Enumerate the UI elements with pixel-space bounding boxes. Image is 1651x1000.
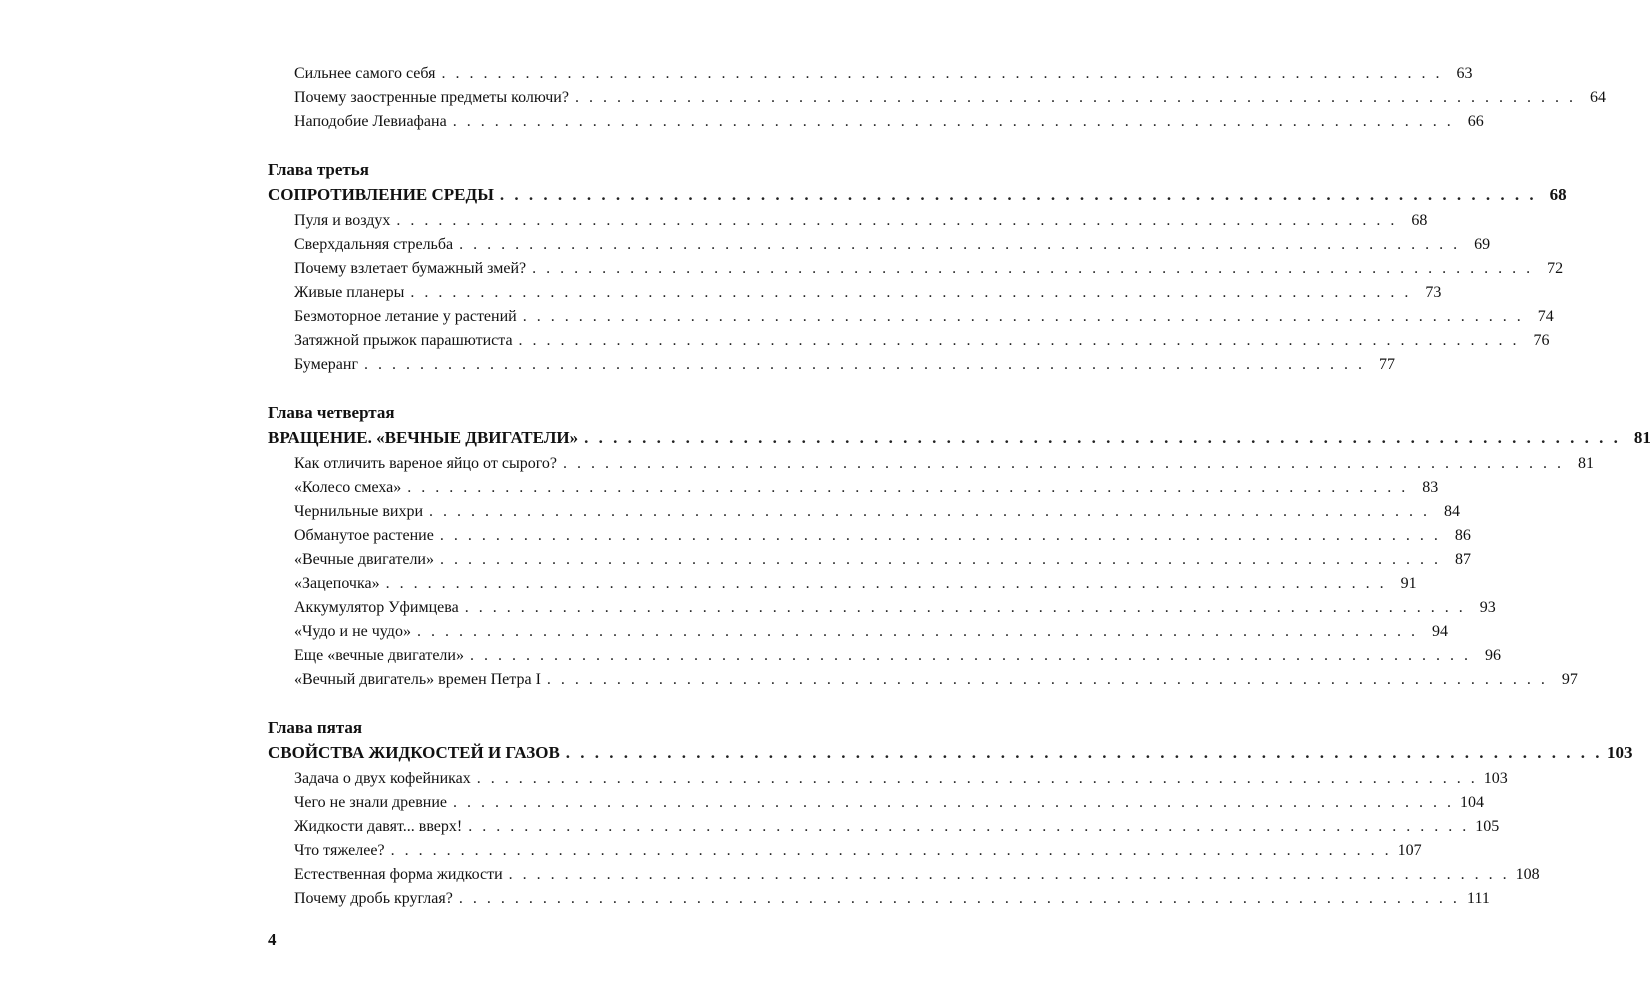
dot-leader: . . . . . . . . . . . . . . . . . . . . . . . . . . . . . . . . . . . . . . . . . . . . . . . . . . . . . . . . . . . . . . . . . . . . . . . . [508, 866, 1510, 883]
entry-title: «Чудо и не чудо» [294, 623, 411, 640]
entry-page-number: 63 [1456, 65, 1473, 82]
entry-title: Сильнее самого себя [294, 65, 436, 82]
entry-title: Еще «вечные двигатели» [294, 647, 464, 664]
entry-page-number: 66 [1467, 113, 1484, 130]
chapter-heading [268, 183, 1567, 209]
entry-page-number: 108 [1515, 866, 1540, 883]
toc-entry [268, 644, 1501, 668]
chapter-label: Глава пятая [268, 718, 363, 737]
toc-entry [268, 257, 1564, 281]
dot-leader: . . . . . . . . . . . . . . . . . . . . . . . . . . . . . . . . . . . . . . . . . . . . . . . . . . . . . . . . . . . . . . . . . . . . . . . . [518, 332, 1520, 349]
dot-leader: . . . . . . . . . . . . . . . . . . . . . . . . . . . . . . . . . . . . . . . . . . . . . . . . . . . . . . . . . . . . . . . . . . . . . . . . [522, 308, 1524, 325]
entry-page-number: 104 [1460, 794, 1485, 811]
chapter-label: Глава третья [268, 160, 369, 179]
entry-page-number: 103 [1607, 743, 1633, 762]
toc-entry [268, 548, 1471, 572]
dot-leader: . . . . . . . . . . . . . . . . . . . . . . . . . . . . . . . . . . . . . . . . . . . . . . . . . . . . . . . . . . . . . . . . . . . . . . . . [439, 527, 1441, 544]
dot-leader: . . . . . . . . . . . . . . . . . . . . . . . . . . . . . . . . . . . . . . . . . . . . . . . . . . . . . . . . . . . . . . . . . . . . . . . . [584, 428, 1621, 447]
toc-entry [268, 668, 1578, 692]
entry-page-number: 74 [1537, 308, 1554, 325]
toc-entry [268, 281, 1442, 305]
dot-leader: . . . . . . . . . . . . . . . . . . . . . . . . . . . . . . . . . . . . . . . . . . . . . . . . . . . . . . . . . . . . . . . . . . . . . . . . [452, 113, 1454, 130]
toc-block [268, 692, 1633, 911]
entry-title: «Вечный двигатель» времен Петра I [294, 671, 541, 688]
page-number: 4 [268, 930, 277, 949]
entry-page-number: 72 [1547, 260, 1564, 277]
entry-page-number: 81 [1633, 428, 1651, 447]
block-spacer [268, 134, 784, 157]
dot-leader: . . . . . . . . . . . . . . . . . . . . . . . . . . . . . . . . . . . . . . . . . . . . . . . . . . . . . . . . . . . . . . . . . . . . . . . . [464, 599, 1466, 616]
entry-page-number: 91 [1400, 575, 1417, 592]
entry-title: Как отличить вареное яйцо от сырого? [294, 455, 557, 472]
toc-entry [268, 887, 1490, 911]
entry-title: Естественная форма жидкости [294, 866, 503, 883]
dot-leader: . . . . . . . . . . . . . . . . . . . . . . . . . . . . . . . . . . . . . . . . . . . . . . . . . . . . . . . . . . . . . . . . . . . . . . . . [565, 743, 1603, 762]
entry-page-number: 76 [1533, 332, 1550, 349]
dot-leader: . . . . . . . . . . . . . . . . . . . . . . . . . . . . . . . . . . . . . . . . . . . . . . . . . . . . . . . . . . . . . . . . . . . . . . . . [468, 818, 1470, 835]
entry-title: «Колесо смеха» [294, 479, 402, 496]
toc-entry [268, 620, 1448, 644]
dot-leader: . . . . . . . . . . . . . . . . . . . . . . . . . . . . . . . . . . . . . . . . . . . . . . . . . . . . . . . . . . . . . . . . . . . . . . . . [407, 479, 1409, 496]
entry-page-number: 111 [1467, 890, 1490, 907]
entry-title: Обманутое растение [294, 527, 434, 544]
entry-page-number: 86 [1454, 527, 1471, 544]
toc-block [268, 62, 1606, 134]
dot-leader: . . . . . . . . . . . . . . . . . . . . . . . . . . . . . . . . . . . . . . . . . . . . . . . . . . . . . . . . . . . . . . . . . . . . . . . . [441, 65, 1443, 82]
chapter-heading [268, 426, 1651, 452]
block-spacer [268, 377, 784, 400]
dot-leader: . . . . . . . . . . . . . . . . . . . . . . . . . . . . . . . . . . . . . . . . . . . . . . . . . . . . . . . . . . . . . . . . . . . . . . . . [453, 794, 1455, 811]
entry-title: Что тяжелее? [294, 842, 385, 859]
entry-title: СВОЙСТВА ЖИДКОСТЕЙ И ГАЗОВ [268, 743, 560, 762]
entry-title: СОПРОТИВЛЕНИЕ СРЕДЫ [268, 185, 494, 204]
dot-leader: . . . . . . . . . . . . . . . . . . . . . . . . . . . . . . . . . . . . . . . . . . . . . . . . . . . . . . . . . . . . . . . . . . . . . . . . [574, 89, 1576, 106]
table-of-contents [268, 62, 1651, 911]
dot-leader: . . . . . . . . . . . . . . . . . . . . . . . . . . . . . . . . . . . . . . . . . . . . . . . . . . . . . . . . . . . . . . . . . . . . . . . . [546, 671, 1548, 688]
entry-title: Задача о двух кофейниках [294, 770, 471, 787]
toc-entry [268, 353, 1396, 377]
entry-page-number: 93 [1479, 599, 1496, 616]
toc-entry [268, 572, 1417, 596]
block-spacer [268, 692, 784, 715]
toc-entry [268, 110, 1484, 134]
dot-leader: . . . . . . . . . . . . . . . . . . . . . . . . . . . . . . . . . . . . . . . . . . . . . . . . . . . . . . . . . . . . . . . . . . . . . . . . [469, 647, 1471, 664]
chapter-label: Глава четвертая [268, 403, 395, 422]
dot-leader: . . . . . . . . . . . . . . . . . . . . . . . . . . . . . . . . . . . . . . . . . . . . . . . . . . . . . . . . . . . . . . . . . . . . . . . . [410, 284, 1412, 301]
toc-entry [268, 209, 1428, 233]
toc-entry [268, 452, 1594, 476]
dot-leader: . . . . . . . . . . . . . . . . . . . . . . . . . . . . . . . . . . . . . . . . . . . . . . . . . . . . . . . . . . . . . . . . . . . . . . . . [499, 185, 1537, 204]
entry-page-number: 96 [1484, 647, 1501, 664]
entry-page-number: 107 [1397, 842, 1422, 859]
entry-title: Затяжной прыжок парашютиста [294, 332, 513, 349]
toc-entry [268, 86, 1606, 110]
entry-page-number: 94 [1431, 623, 1448, 640]
toc-entry [268, 596, 1496, 620]
toc-entry [268, 476, 1439, 500]
entry-title: Жидкости давят... вверх! [294, 818, 463, 835]
dot-leader: . . . . . . . . . . . . . . . . . . . . . . . . . . . . . . . . . . . . . . . . . . . . . . . . . . . . . . . . . . . . . . . . . . . . . . . . [458, 890, 1460, 907]
dot-leader: . . . . . . . . . . . . . . . . . . . . . . . . . . . . . . . . . . . . . . . . . . . . . . . . . . . . . . . . . . . . . . . . . . . . . . . . [364, 356, 1366, 373]
toc-entry [268, 524, 1471, 548]
entry-title: Чернильные вихри [294, 503, 423, 520]
toc-entry [268, 305, 1554, 329]
entry-page-number: 81 [1577, 455, 1594, 472]
entry-page-number: 87 [1454, 551, 1471, 568]
toc-entry [268, 233, 1491, 257]
toc-block [268, 377, 1651, 692]
chapter-heading [268, 741, 1633, 767]
toc-entry [268, 767, 1508, 791]
entry-page-number: 83 [1422, 479, 1439, 496]
dot-leader: . . . . . . . . . . . . . . . . . . . . . . . . . . . . . . . . . . . . . . . . . . . . . . . . . . . . . . . . . . . . . . . . . . . . . . . . [532, 260, 1534, 277]
toc-entry [268, 791, 1485, 815]
dot-leader: . . . . . . . . . . . . . . . . . . . . . . . . . . . . . . . . . . . . . . . . . . . . . . . . . . . . . . . . . . . . . . . . . . . . . . . . [416, 623, 1418, 640]
toc-entry [268, 500, 1460, 524]
dot-leader: . . . . . . . . . . . . . . . . . . . . . . . . . . . . . . . . . . . . . . . . . . . . . . . . . . . . . . . . . . . . . . . . . . . . . . . . [439, 551, 1441, 568]
entry-title: «Вечные двигатели» [294, 551, 434, 568]
entry-title: Почему дробь круглая? [294, 890, 453, 907]
dot-leader: . . . . . . . . . . . . . . . . . . . . . . . . . . . . . . . . . . . . . . . . . . . . . . . . . . . . . . . . . . . . . . . . . . . . . . . . [385, 575, 1387, 592]
entry-page-number: 73 [1425, 284, 1442, 301]
entry-page-number: 97 [1561, 671, 1578, 688]
toc-entry [268, 329, 1550, 353]
entry-page-number: 68 [1411, 212, 1428, 229]
entry-title: Наподобие Левиафана [294, 113, 447, 130]
entry-page-number: 68 [1549, 185, 1567, 204]
entry-page-number: 64 [1589, 89, 1606, 106]
entry-title: Сверхдальняя стрельба [294, 236, 454, 253]
toc-entry [268, 839, 1422, 863]
entry-page-number: 84 [1444, 503, 1460, 520]
dot-leader: . . . . . . . . . . . . . . . . . . . . . . . . . . . . . . . . . . . . . . . . . . . . . . . . . . . . . . . . . . . . . . . . . . . . . . . . [429, 503, 1430, 520]
entry-title: Живые планеры [294, 284, 405, 301]
entry-title: Почему заостренные предметы колючи? [294, 89, 569, 106]
dot-leader: . . . . . . . . . . . . . . . . . . . . . . . . . . . . . . . . . . . . . . . . . . . . . . . . . . . . . . . . . . . . . . . . . . . . . . . . [390, 842, 1392, 859]
entry-title: Бумеранг [294, 356, 359, 373]
entry-title: Аккумулятор Уфимцева [294, 599, 459, 616]
dot-leader: . . . . . . . . . . . . . . . . . . . . . . . . . . . . . . . . . . . . . . . . . . . . . . . . . . . . . . . . . . . . . . . . . . . . . . . . [459, 236, 1461, 253]
entry-title: Безмоторное летание у растений [294, 308, 517, 325]
dot-leader: . . . . . . . . . . . . . . . . . . . . . . . . . . . . . . . . . . . . . . . . . . . . . . . . . . . . . . . . . . . . . . . . . . . . . . . . [396, 212, 1398, 229]
entry-title: «Зацепочка» [294, 575, 380, 592]
entry-page-number: 77 [1379, 356, 1396, 373]
toc-block [268, 134, 1567, 377]
entry-title: ВРАЩЕНИЕ. «ВЕЧНЫЕ ДВИГАТЕЛИ» [268, 428, 579, 447]
entry-page-number: 69 [1474, 236, 1491, 253]
dot-leader: . . . . . . . . . . . . . . . . . . . . . . . . . . . . . . . . . . . . . . . . . . . . . . . . . . . . . . . . . . . . . . . . . . . . . . . . [562, 455, 1564, 472]
entry-title: Пуля и воздух [294, 212, 391, 229]
dot-leader: . . . . . . . . . . . . . . . . . . . . . . . . . . . . . . . . . . . . . . . . . . . . . . . . . . . . . . . . . . . . . . . . . . . . . . . . [476, 770, 1478, 787]
toc-entry [268, 62, 1473, 86]
entry-page-number: 103 [1483, 770, 1508, 787]
entry-title: Почему взлетает бумажный змей? [294, 260, 527, 277]
entry-page-number: 105 [1475, 818, 1500, 835]
toc-entry [268, 863, 1540, 887]
toc-entry [268, 815, 1500, 839]
entry-title: Чего не знали древние [294, 794, 448, 811]
